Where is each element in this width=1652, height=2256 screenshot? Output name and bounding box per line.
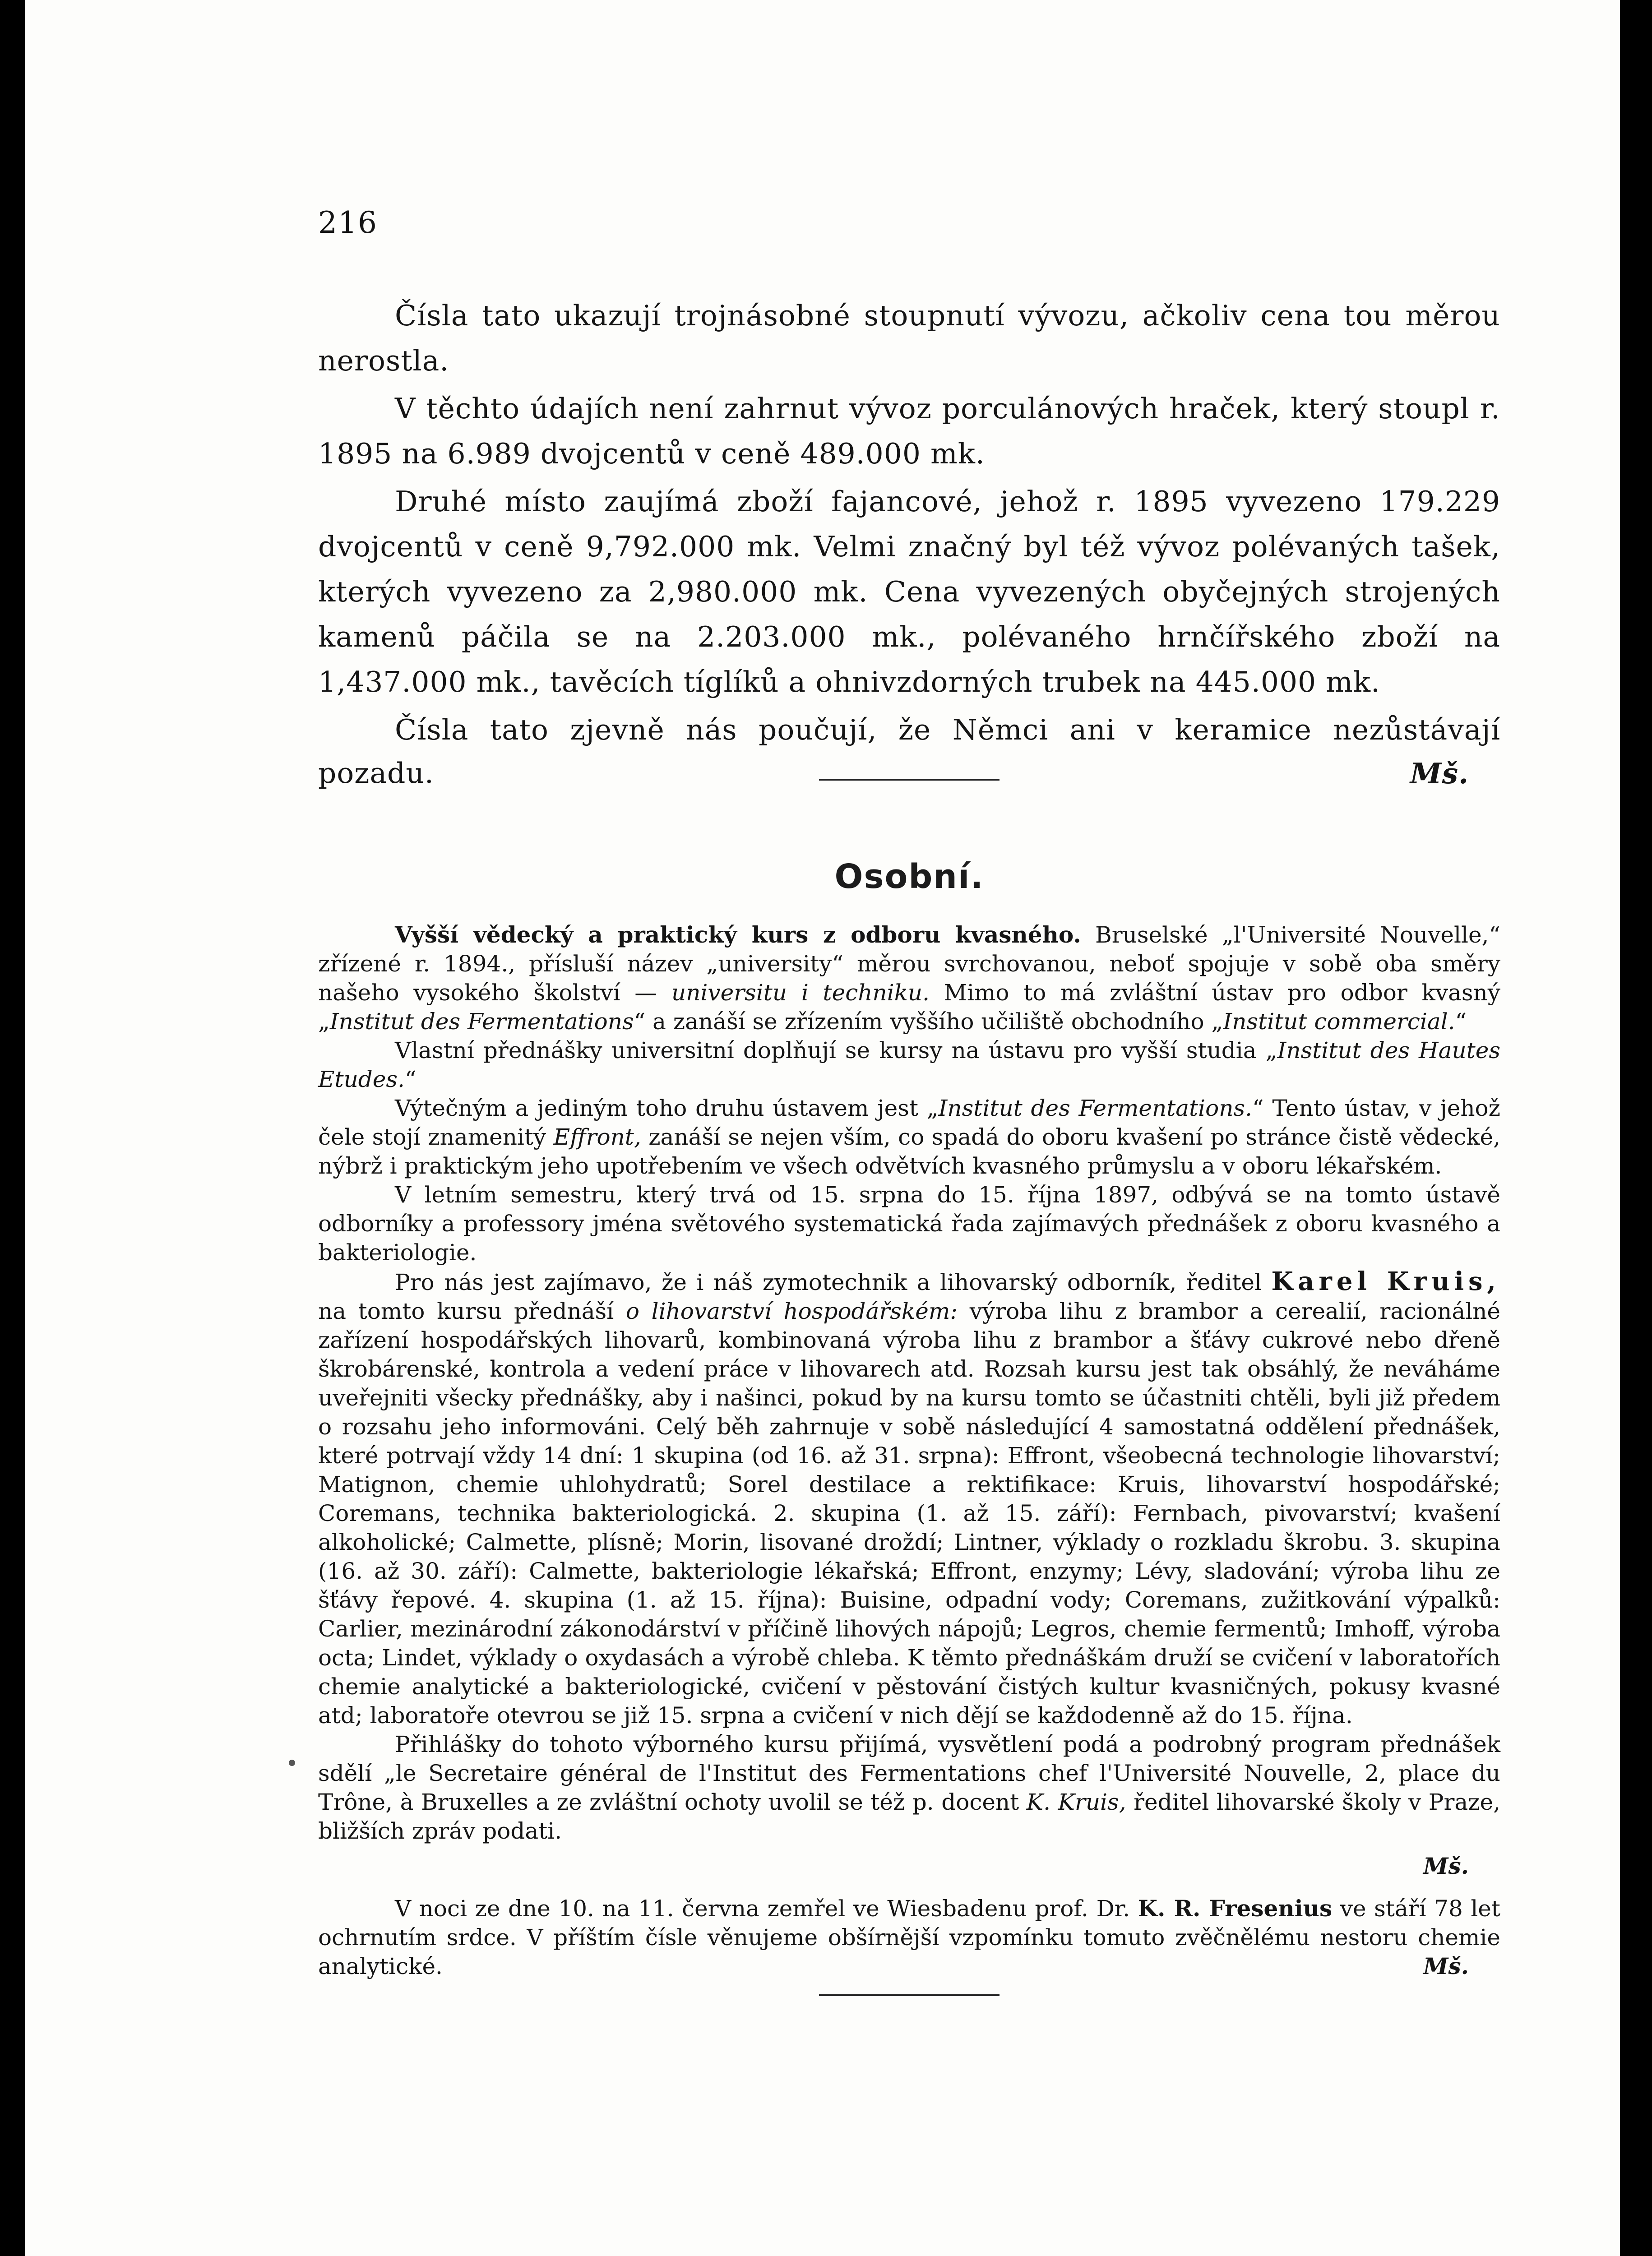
paragraph-end: pozadu. — [318, 757, 434, 790]
person-name: K. R. Fresenius — [1138, 1895, 1333, 1922]
divider — [819, 779, 1000, 781]
paragraph — [318, 1894, 1500, 1981]
text: “ a zanáší se zřízením vyššího učiliště obchodního „ — [634, 1008, 1223, 1035]
paragraph: Čísla tato zjevně nás poučují, že Němci ani v keramice nezůstávají — [395, 713, 1500, 746]
text: Bruselské „l'Université Nouvelle,“ zřízené r. 1894., přísluší název „university“ měrou svrchovanou, neboť spojuje v sobě oba směry našeho vysokého školství — — [318, 922, 1500, 1006]
paragraph — [318, 1094, 1500, 1180]
paragraph — [318, 1730, 1500, 1845]
text: ředitel lihovarské školy v Praze, bližších zpráv podati. — [318, 1789, 1500, 1844]
closing-line — [318, 751, 1500, 796]
text: na tomto kursu přednáší — [318, 1298, 626, 1324]
text: Effront, všeobecná technologie lihovarství; Matignon, chemie uhlohydratů; Sorel destilace a rektifikace: Kruis, lihovarství hospodářské; Coremans, technika bakteriologická. 2. skupina (1. až 15. září): Fernbach, pivovarství; kvašení alkoholické; Calmette, plísně; Morin, lisované droždí; Lintner, výklady o rozkladu škrobu. 3. skupina (16. až 30. září): Calmette, bakteriologie lékařská; Effront, enzymy; Lévy, sladování; výroba lihu ze šťávy řepové. 4. skupina (1. až 15. října): Buisine, odpadní vody; Coremans, zužitkování výpalků: Carlier, mezinárodní zákonodárství v příčině lihových nápojů; Legros, chemie fermentů; Imhoff, výroba octa; Lindet, výklady o oxydasách a výrobě chleba. K těmto přednáškám druží se cvičení v laboratořích chemie analytické a bakteriologické, cvičení v pěstování čistých kultur kvasničných, pokusy kvasné atd; laboratoře otevrou se již 15. srpna a cvičení v nich dějí se každodenně až do 15. října. — [318, 1442, 1500, 1729]
margin-mark — [289, 1760, 295, 1766]
text: Institut commercial. — [1223, 1008, 1455, 1035]
text: “ Tento ústav, v jehož čele stojí znamenitý — [318, 1095, 1500, 1150]
paragraph-lead: Vyšší vědecký a praktický kurs z odboru kvasného. — [395, 921, 1081, 948]
paragraph: Druhé místo zaujímá zboží fajancové, jehož r. 1895 vyvezeno 179.229 dvojcentů v ceně 9,792.000 mk. Velmi značný byl též vývoz polévaných tašek, kterých vyvezeno za 2,980.000 mk. Cena vyvezených obyčejných strojených kamenů páčila se na 2.203.000 mk., polévaného hrnčířského zboží na 1,437.000 mk., tavěcích tíglíků a ohnivzdorných trubek na 445.000 mk. — [318, 485, 1500, 698]
paragraph — [318, 1267, 1500, 1730]
text: Vlastní přednášky universitní doplňují se kursy na ústavu pro vyšší studia „ — [395, 1037, 1277, 1063]
section-personal — [318, 920, 1500, 1996]
text: K. Kruis, — [1026, 1789, 1126, 1815]
text: Přihlášky do tohoto výborného kursu přijímá, vysvětlení podá a podrobný program přednášek sdělí „le Secretaire général de l'Institut des Fermentations chef l'Université Nouvelle, 2, place du Trône, à Bruxelles a ze zvláštní ochoty uvolil se též p. docent — [318, 1731, 1500, 1815]
text: Institut des Fermentations. — [938, 1095, 1253, 1121]
text: V noci ze dne 10. na 11. června zemřel ve Wiesbadenu prof. Dr. — [395, 1895, 1138, 1922]
text: Pro nás jest zajímavo, že i náš zymotechnik a lihovarský odborník, ředitel — [395, 1269, 1272, 1295]
author-signature: Mš. — [1423, 1853, 1469, 1879]
text: o lihovarství hospodářském: — [625, 1298, 958, 1324]
text: Mimo to má zvláštní ústav pro odbor kvasný „ — [318, 980, 1500, 1035]
paragraph: V těchto údajích není zahrnut vývoz porculánových hraček, který stoupl r. 1895 na 6.989 dvojcentů v ceně 489.000 mk. — [318, 392, 1500, 470]
text: universitu i techniku. — [671, 980, 930, 1006]
author-signature: Mš. — [1410, 757, 1469, 790]
page-number: 216 — [318, 205, 378, 240]
paragraph: V letním semestru, který trvá od 15. srpna do 15. října 1897, odbývá se na tomto ústavě odborníky a professory jména světového systematická řada zajímavých přednášek z oboru kvasného a bakteriologie. — [318, 1182, 1500, 1266]
text: výroba lihu z brambor a cerealií, racionálné zařízení hospodářských lihovarů, kombinovaná výroba lihu z brambor a šťávy cukrové nebo dřeně škrobárenské, kontrola a vedení práce v lihovarech atd. Rozsah kursu jest tak obsáhlý, že neváháme uveřejniti všecky přednášky, aby i našinci, pokud by na kursu tomto se účastniti chtěli, byli již předem o rozsahu jeho informováni. Celý běh zahrnuje v sobě následující 4 samostatná oddělení přednášek, které potrvají vždy 14 dní: 1 skupina (od 16. až 31. srpna): — [318, 1298, 1500, 1469]
person-name: Karel Kruis, — [1271, 1267, 1500, 1296]
text: “ — [1455, 1008, 1467, 1035]
paragraph: Čísla tato ukazují trojnásobné stoupnutí vývozu, ačkoliv cena tou měrou nerostla. — [318, 299, 1500, 377]
text: Institut des Hautes Etudes. — [318, 1037, 1500, 1092]
page — [25, 0, 1620, 2256]
text: Výtečným a jediným toho druhu ústavem jest „ — [395, 1095, 939, 1121]
text: Institut des Fermentations — [329, 1008, 634, 1035]
paragraph — [318, 1036, 1500, 1094]
paragraph — [318, 920, 1500, 1036]
author-signature: Mš. — [1423, 1953, 1469, 1979]
section-export — [318, 293, 1500, 796]
section-heading: Osobní. — [834, 857, 984, 896]
text: zanáší se nejen vším, co spadá do oboru kvašení po stránce čistě vědecké, nýbrž i praktickým jeho upotřebením ve všech odvětvích kvasného průmyslu a v oboru lékařském. — [318, 1124, 1501, 1179]
text: ve stáří 78 let ochrnutím srdce. V příštím čísle věnujeme obšírnější vzpomínku tomuto zvěčnělému nestoru chemie analytické. — [318, 1895, 1500, 1979]
text: “ — [404, 1066, 416, 1092]
divider — [819, 1994, 1000, 1996]
text: Effront, — [553, 1124, 641, 1150]
